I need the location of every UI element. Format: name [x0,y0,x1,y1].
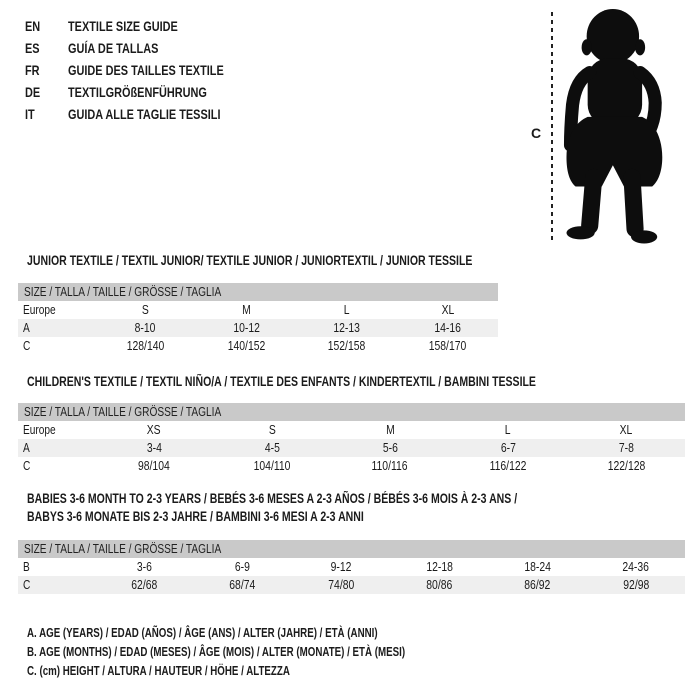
legend-line-b [27,643,512,662]
measurement-legend [27,624,512,681]
language-label-text: TEXTILGRÖßENFÜHRUNG [68,84,207,100]
row-label [18,319,95,337]
cell-text: 86/92 [524,577,551,592]
cell-text: 122/128 [607,458,645,473]
table-cell [567,421,685,439]
table-cell [95,319,196,337]
table-row [18,421,685,439]
table-cell [567,439,685,457]
cell-text: 152/158 [328,338,366,353]
row-label [18,457,95,475]
cell-text: XL [441,302,454,317]
cell-text: S [268,422,276,437]
table-row [18,439,685,457]
row-label [18,576,95,594]
language-label [68,15,209,37]
row-label-text: C [23,458,31,473]
row-label-text: A [23,320,30,335]
cell-text: 14-16 [434,320,461,335]
row-label-text: Europe [23,422,56,437]
table-cell [95,439,213,457]
table-cell [488,576,586,594]
row-label-text: B [23,559,30,574]
language-row-fr [25,59,268,81]
table-cell [449,457,567,475]
table-cell [95,457,213,475]
table-cell [196,301,297,319]
toddler-silhouette [563,6,695,250]
language-code-text: DE [25,84,41,100]
table-cell [297,319,398,337]
legend-text: C. (cm) HEIGHT / ALTURA / HAUTEUR / HÖHE / ALTEZZA [27,664,290,678]
section-title-text: BABYS 3-6 MONATE BIS 2-3 JAHRE / BAMBINI 3-6 MESI A 2-3 ANNI [27,509,364,524]
cell-text: 3-4 [146,440,162,455]
table-cell [95,558,193,576]
section-title-text: BABIES 3-6 MONTH TO 2-3 YEARS / BEBÉS 3-6 MESES A 2-3 AÑOS / BÉBÉS 3-6 MOIS À 2-3 ANS / [27,491,518,506]
language-row-es [25,37,268,59]
table-row [18,558,685,576]
height-measure-label: C [531,125,542,141]
row-label [18,337,95,355]
language-code-text: IT [25,106,35,122]
row-label-text: C [23,577,31,592]
cell-text: 92/98 [622,577,649,592]
cell-text: 62/68 [131,577,158,592]
language-code [25,103,68,125]
table-cell [397,301,498,319]
table-cell [587,558,685,576]
table-cell [297,301,398,319]
cell-text: 24-36 [622,559,650,574]
language-label [68,103,263,125]
cell-text: L [343,302,350,317]
cell-text: 98/104 [138,458,170,473]
cell-text: 74/80 [327,577,354,592]
table-row [18,576,685,594]
row-label-text: A [23,440,30,455]
language-label-text: GUÍA DE TALLAS [68,40,159,56]
language-row-de [25,81,268,103]
language-label [68,81,246,103]
table-cell [95,576,193,594]
language-label [68,37,184,59]
language-row-it [25,103,268,125]
row-label-text: C [23,338,31,353]
language-code-text: FR [25,62,40,78]
cell-text: 5-6 [382,440,398,455]
legend-line-c [27,662,512,681]
table-cell [397,319,498,337]
row-label [18,439,95,457]
section-title-line1 [27,490,655,508]
section-title-babies [27,490,655,526]
table-cell [292,576,390,594]
table-row [18,457,685,475]
row-label [18,421,95,439]
table-cell [567,457,685,475]
section-title-text: CHILDREN'S TEXTILE / TEXTIL NIÑO/A / TEXTILE DES ENFANTS / KINDERTEXTIL / BAMBINI TESSILE [27,374,536,389]
table-cell [449,421,567,439]
height-measure-dashed-line [551,12,553,243]
table-row [18,337,498,355]
table-cell [449,439,567,457]
language-label [68,59,268,81]
table-cell [488,558,586,576]
cell-text: 12-18 [425,559,453,574]
cell-text: 4-5 [264,440,280,455]
language-row-en [25,15,268,37]
table-cell [297,337,398,355]
language-code-text: EN [25,18,41,34]
cell-text: S [141,302,149,317]
size-header-text: SIZE / TALLA / TAILLE / GRÖSSE / TAGLIA [24,404,222,419]
legend-text: B. AGE (MONTHS) / EDAD (MESES) / ÂGE (MOIS) / ALTER (MONATE) / ETÀ (MESI) [27,645,406,659]
cell-text: 158/170 [428,338,467,353]
cell-text: 8-10 [134,320,156,335]
table-cell [213,421,331,439]
cell-text: L [505,422,511,437]
row-label [18,558,95,576]
size-header-text: SIZE / TALLA / TAILLE / GRÖSSE / TAGLIA [24,284,222,299]
section-title-junior [27,252,598,270]
size-header-bar [18,540,685,558]
row-label-text: Europe [23,302,56,317]
section-title-text: JUNIOR TEXTILE / TEXTIL JUNIOR/ TEXTILE JUNIOR / JUNIORTEXTIL / JUNIOR TESSILE [27,253,473,268]
size-table-junior [18,283,498,355]
cell-text: 80/86 [426,577,453,592]
table-cell [213,457,331,475]
language-code [25,59,68,81]
table-row [18,319,498,337]
language-list [25,15,268,125]
cell-text: 6-9 [234,559,251,574]
cell-text: XL [619,422,633,437]
legend-line-a [27,624,512,643]
size-header-bar [18,403,685,421]
cell-text: 116/122 [489,458,527,473]
language-code-text: ES [25,40,40,56]
cell-text: 12-13 [333,320,361,335]
language-label-text: GUIDA ALLE TAGLIE TESSILI [68,106,221,122]
row-label [18,301,95,319]
table-cell [213,439,331,457]
cell-text: XS [147,422,161,437]
cell-text: 3-6 [136,559,152,574]
cell-text: 6-7 [500,440,516,455]
table-cell [292,558,390,576]
table-cell [587,576,685,594]
section-title-children [27,373,680,391]
table-cell [331,421,449,439]
language-code [25,37,68,59]
table-cell [196,319,297,337]
legend-text: A. AGE (YEARS) / EDAD (AÑOS) / ÂGE (ANS) / ALTER (JAHRE) / ETÀ (ANNI) [27,626,378,640]
cell-text: 110/116 [371,458,409,473]
language-label-text: GUIDE DES TAILLES TEXTILE [68,62,224,78]
table-cell [196,337,297,355]
cell-text: 9-12 [330,559,352,574]
cell-text: 7-8 [618,440,634,455]
language-code [25,15,68,37]
table-row [18,301,498,319]
table-cell [390,558,488,576]
size-table-children [18,403,685,475]
table-cell [331,457,449,475]
table-cell [193,576,291,594]
table-cell [331,439,449,457]
size-table-babies [18,540,685,594]
table-cell [397,337,498,355]
table-cell [95,301,196,319]
cell-text: 18-24 [524,559,551,574]
cell-text: M [385,422,395,437]
cell-text: M [241,302,251,317]
section-title-line2 [27,508,655,526]
table-cell [390,576,488,594]
language-label-text: TEXTILE SIZE GUIDE [68,18,178,34]
table-cell [95,421,213,439]
cell-text: 10-12 [232,320,260,335]
cell-text: 140/152 [227,338,265,353]
table-cell [95,337,196,355]
cell-text: 128/140 [126,338,165,353]
size-header-text: SIZE / TALLA / TAILLE / GRÖSSE / TAGLIA [24,541,222,556]
cell-text: 68/74 [229,577,256,592]
language-code [25,81,68,103]
cell-text: 104/110 [253,458,291,473]
table-cell [193,558,291,576]
size-header-bar [18,283,498,301]
